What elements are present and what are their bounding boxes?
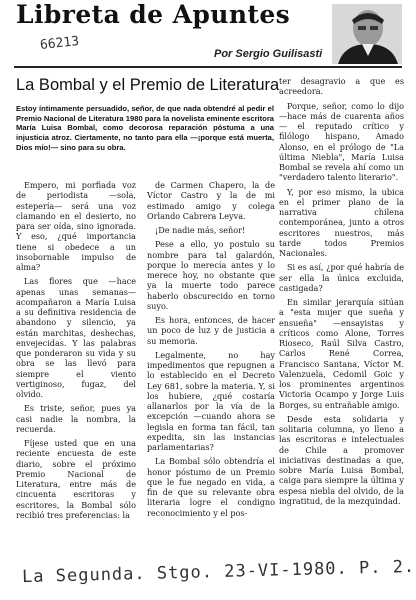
paragraph: Y, por eso mismo, la ubica en el primer plano de la narrativa chilena contemporánea, junto a otros escritores nuestros, más tarde todos Premios Nacionales. (279, 186, 404, 258)
article-column-2 (147, 180, 275, 522)
column-title: Libreta de Apuntes (16, 0, 291, 29)
handwritten-number: 66213 (39, 33, 80, 54)
paragraph: Es hora, entonces, de hacer un poco de luz y de justicia a su memoria. (147, 315, 275, 346)
paragraph: Fíjese usted que en una reciente encuesta de este diario, sobre el próximo Premio Nacional de Literatura, entre más de cincuenta escritoras y escritores, la Bombal sólo recibió tres preferencias: la (16, 438, 136, 520)
paragraph: ¡De nadie más, señor! (155, 225, 246, 235)
paragraph: Legalmente, no hay impedimentos que repugnen a lo establecido en el Decreto Ley 681, sobre la materia. Y, si los hubiere, ¿qué costaría allanarlos por la vía de la excepción —cuando ahora se legisla en forma tan fácil, tan expedita, sin las instancias parlamentarias? (147, 349, 275, 452)
handwritten-source-note: La Segunda. Stgo. 23-VI-1980. P. 2. (21, 556, 416, 588)
article-column-3 (279, 76, 404, 510)
article-column-1 (16, 180, 136, 524)
article-lead: Estoy íntimamente persuadido, señor, de que nada obtendré al pedir el Premio Nacional de Literatura 1980 para la novelista eminente escritora María Luisa Bombal, como decorosa reparación póstuma a una injusticia atroz. Ciertamente, no tanto para ella —¡porque está muerta, Dios mío!— sino para su obra. (16, 104, 274, 152)
paragraph: de Carmen Chapero, la de Víctor Castro y la de mi estimado amigo y colega Orlando Cabrera Leyva. (147, 180, 275, 221)
paragraph: En similar jerarquía sitúan a "esta mujer que sueña y ensueña" —ensayistas y críticos como Alone, Torres Rioseco, Raúl Silva Castro, Carlos René Correa, Francisco Santana, Víctor M. Valenzuela, Cedomil Goic y los prominentes argentinos Victoria Ocampo y Jorge Luis Borges, su entrañable amigo. (279, 297, 404, 410)
article-title: La Bombal y el Premio de Literatura (16, 76, 280, 94)
paragraph: Pese a ello, yo postulo su nombre para tal galardón, porque lo merecía antes y lo merece hoy, no obstante que ya la muerte todo parece haberlo obscurecido en torno suyo. (147, 239, 275, 311)
paragraph: La Bombal sólo obtendría el honor póstumo de un Premio que le fue negado en vida, a fin de que su relevante obra literaria logre el condigno reconocimiento y el pos- (147, 456, 275, 518)
paragraph: Porque, señor, como lo dijo —hace más de cuarenta años— el reputado crítico y filólogo hispano, Amado Alonso, en el prólogo de "La última Niebla", María Luisa Bombal se revela ahí como un "verdadero talento literario". (279, 100, 404, 183)
paragraph: Si es así, ¿por qué habría de ser ella la única excluida, castigada? (279, 262, 404, 293)
byline: Por Sergio Guilisasti (214, 48, 323, 60)
paragraph: Las flores que —hace apenas unas semanas— acompañaron a María Luisa a su definitiva residencia de abandono y silencio, ya están marchitas, deshechas, envejecidas. Y las palabras que ponderaron su vida y su obra se las llevó para siempre el viento vertiginoso, fugaz, del olvido. (16, 276, 136, 399)
paragraph: Empero, mi porfiada voz de periodista —sola, estepería— será una voz clamando en el desierto, no para ser oída, sino ignorada. Y eso, ¿qué importancia tiene si obedece a un insobornable impulso de alma? (16, 180, 136, 272)
header-rule (14, 66, 402, 68)
paragraph: Es triste, señor, pues ya casi nadie la nombra, la recuerda. (16, 403, 136, 434)
paragraph: Desde esta solidaria y solitaria columna, yo lleno a las escritoras e intelectuales de Chile a promover iniciativas destinadas a que, sobre María Luisa Bombal, caiga para siempre la última y espesa niebla del olvido, de la ingratitud, de la mezquindad. (279, 413, 404, 506)
author-photo (332, 4, 402, 64)
paragraph: ter desagravio a que es acreedora. (279, 76, 404, 97)
